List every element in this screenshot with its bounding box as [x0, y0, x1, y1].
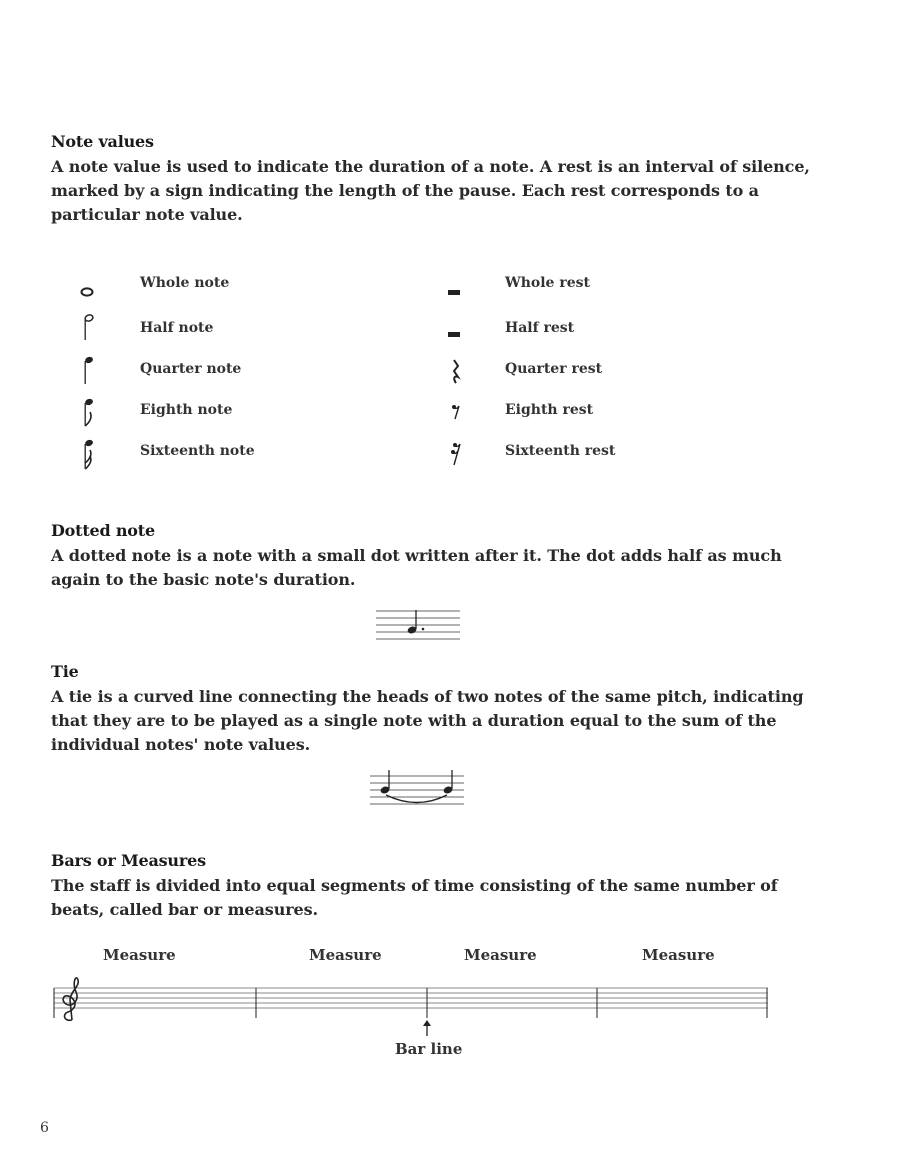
note-values-text: A note value is used to indicate the duration of a note. A rest is an interval of silence, marked by a sign indicating the length of the pause. Each rest corresponds to a particular note value. [51, 157, 810, 224]
sixteenth-note-label: Sixteenth note [140, 443, 255, 459]
dotted-note-text: A dotted note is a note with a small dot written after it. The dot adds half as much again to the basic note's duration. [51, 546, 782, 589]
measure-label-3: Measure [464, 946, 537, 964]
eighth-rest-icon [448, 401, 464, 423]
whole-rest-label: Whole rest [505, 275, 590, 291]
tie-text: A tie is a curved line connecting the heads of two notes of the same pitch, indicating that they are to be played as a single note with a duration equal to the sum of the individual notes' note values. [51, 687, 804, 754]
note-values-heading: Note values [51, 132, 154, 151]
half-note-label: Half note [140, 320, 214, 336]
half-rest-icon [446, 328, 466, 342]
quarter-note-label: Quarter note [140, 361, 242, 377]
bar-line-label: Bar line [395, 1040, 463, 1058]
tie-staff-illustration [370, 768, 466, 810]
eighth-note-label: Eighth note [140, 402, 233, 418]
sixteenth-rest-label: Sixteenth rest [505, 443, 616, 459]
whole-rest-icon [446, 286, 466, 300]
bars-text: The staff is divided into equal segments of time consisting of the same number of beats, called bar or measures. [51, 876, 778, 919]
quarter-rest-icon [448, 358, 464, 386]
measure-label-1: Measure [103, 946, 176, 964]
whole-note-label: Whole note [140, 275, 230, 291]
whole-note-icon [78, 283, 98, 299]
tie-heading: Tie [51, 662, 79, 681]
page-number: 6 [40, 1120, 49, 1136]
measure-label-4: Measure [642, 946, 715, 964]
half-rest-label: Half rest [505, 320, 575, 336]
eighth-note-icon [80, 396, 100, 428]
eighth-rest-label: Eighth rest [505, 402, 594, 418]
dotted-note-heading: Dotted note [51, 521, 155, 540]
half-note-icon [80, 312, 100, 342]
dotted-note-staff-illustration [376, 606, 462, 644]
measure-staff [50, 970, 772, 1050]
quarter-rest-label: Quarter rest [505, 361, 603, 377]
quarter-note-icon [80, 354, 100, 386]
measure-label-2: Measure [309, 946, 382, 964]
sixteenth-rest-icon [448, 439, 464, 469]
sixteenth-note-icon [80, 437, 100, 471]
bars-heading: Bars or Measures [51, 851, 206, 870]
